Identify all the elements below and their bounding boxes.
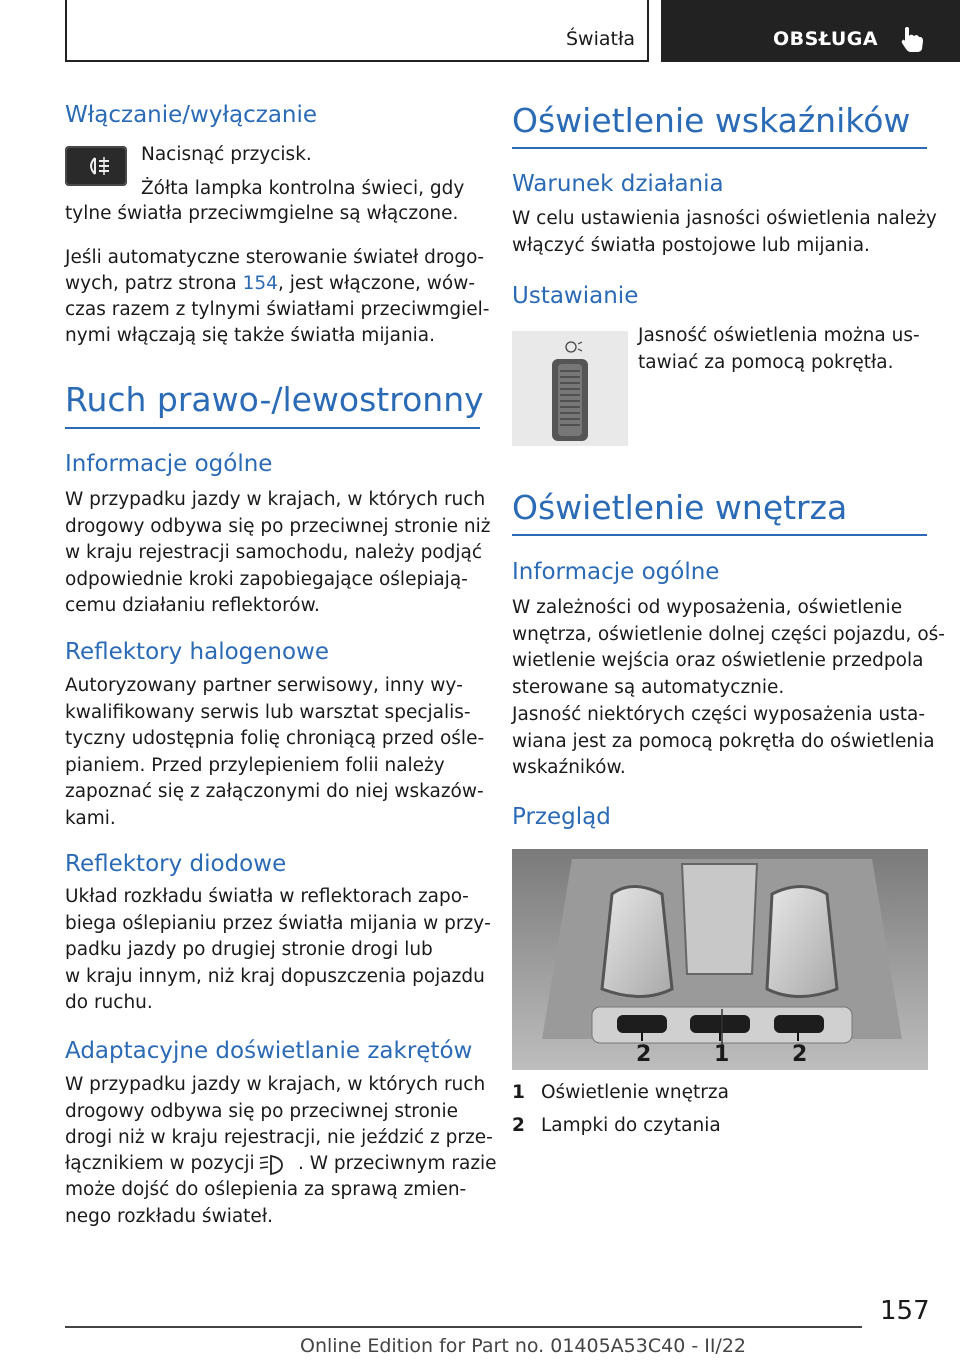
- text-info2-right: Jasność niektórych części wyposażenia usta‐ wiana jest za pomocą pokrętła do oświetlenia wskaźników.: [512, 704, 935, 778]
- legend-text-2: Lampki do czytania: [541, 1115, 721, 1136]
- text-info-right: W zależności od wyposażenia, oświetlenie wnętrza, oświetlenie dolnej części pojazdu, oś‐ wietlenie wejścia oraz oświetlenie przedpola sterowane są automatycznie.: [512, 597, 945, 698]
- rule-osw: [512, 147, 927, 149]
- header-chapter-title: OBSŁUGA: [773, 28, 879, 50]
- footer-edition: Online Edition for Part no. 01405A53C40 - II/22: [300, 1335, 747, 1357]
- dimmer-wheel-image: [512, 331, 628, 446]
- low-beam-switch-icon: [256, 1152, 288, 1178]
- heading-war: Warunek działania: [512, 171, 724, 197]
- text-led: Układ rozkładu światła w reflektorach zapo‐ biega oślepianiu przez światła mijania w przy‐ padku jazdy po drugiej stronie drogi lub w kraju innym, niż kraj dopuszczenia pojazdu do ruchu.: [65, 886, 491, 1013]
- interior-light-console-illustration: [512, 849, 928, 1070]
- page-link-154[interactable]: 154: [242, 273, 278, 294]
- text-adapt-4b: . W przeciwnym razie: [298, 1153, 497, 1174]
- hand-pointer-icon: [897, 24, 927, 54]
- text-ust: Jasność oświetlenia można us‐ tawiać za pomocą pokrętła.: [638, 325, 920, 373]
- text-auto-3: czas razem z tylnymi światłami przeciwmgiel‐: [65, 299, 490, 320]
- text-adapt-1: W przypadku jazdy w krajach, w których ruch drogowy odbywa się po przeciwnej stronie drogi niż w kraju rejestracji, nie jeździć z prze‐: [65, 1074, 493, 1148]
- heading-ruch: Ruch prawo-/lewostronny: [65, 380, 484, 419]
- header-section-title: Światła: [565, 28, 635, 50]
- header-section-box: [65, 0, 649, 62]
- text-adapt-4a: łącznikiem w pozycji: [65, 1153, 255, 1174]
- text-onoff-2a: Żółta lampka kontrolna świeci, gdy: [141, 178, 465, 199]
- text-adapt-2: może dojść do oślepienia za sprawą zmien‐ nego rozkładu świateł.: [65, 1179, 467, 1227]
- heading-onoff: Włączanie/wyłączanie: [65, 102, 318, 128]
- text-onoff-1: Nacisnąć przycisk.: [141, 144, 312, 165]
- footer-rule: [65, 1326, 862, 1328]
- heading-info-right: Informacje ogólne: [512, 559, 720, 585]
- heading-info-left: Informacje ogólne: [65, 451, 273, 477]
- legend-num-2: 2: [512, 1115, 525, 1136]
- interior-light-photo: [512, 849, 928, 1070]
- legend-num-1: 1: [512, 1082, 525, 1103]
- heading-led: Reflektory diodowe: [65, 851, 287, 877]
- heading-adapt: Adaptacyjne doświetlanie zakrętów: [65, 1038, 473, 1064]
- rear-fog-button-image: [65, 146, 127, 186]
- rule-wn: [512, 534, 927, 536]
- rear-fog-light-icon: [65, 146, 127, 186]
- heading-wn: Oświetlenie wnętrza: [512, 488, 848, 527]
- text-onoff-2b: tylne światła przeciwmgielne są włączone.: [65, 203, 459, 224]
- heading-osw: Oświetlenie wskaźników: [512, 101, 911, 140]
- header-chapter-box: [661, 0, 960, 62]
- callout-2-left: 2: [636, 1042, 652, 1067]
- text-auto-2: wych, patrz strona 154, jest włączone, wów‐: [65, 273, 476, 294]
- callout-2-right: 2: [792, 1042, 808, 1067]
- text-auto-1: Jeśli automatyczne sterowanie świateł drogo‐: [65, 247, 485, 268]
- callout-1: 1: [714, 1042, 730, 1067]
- rule-ruch: [65, 427, 480, 429]
- page-number: 157: [880, 1296, 930, 1326]
- heading-ust: Ustawianie: [512, 283, 639, 309]
- text-info-left: W przypadku jazdy w krajach, w których ruch drogowy odbywa się po przeciwnej stronie niż w kraju rejestracji samochodu, należy podjąć odpowiednie kroki zapobiegające oślepiają‐ cemu działaniu reflektorów.: [65, 489, 491, 616]
- text-auto-4: nymi włączają się także światła mijania.: [65, 325, 436, 346]
- legend-text-1: Oświetlenie wnętrza: [541, 1082, 729, 1103]
- dimmer-wheel-icon: [512, 331, 628, 446]
- text-halo: Autoryzowany partner serwisowy, inny wy‐ kwalifikowany serwis lub warsztat specjalis‐ tyczny udostępnia folię chroniącą przed ośle‐ pianiem. Przed przylepieniem folii należy zapoznać się z załączonymi do niej wskazów‐ kami.: [65, 675, 485, 829]
- heading-prz: Przegląd: [512, 804, 611, 830]
- heading-halo: Reflektory halogenowe: [65, 639, 330, 665]
- text-war: W celu ustawienia jasności oświetlenia należy włączyć światła postojowe lub mijania.: [512, 208, 937, 256]
